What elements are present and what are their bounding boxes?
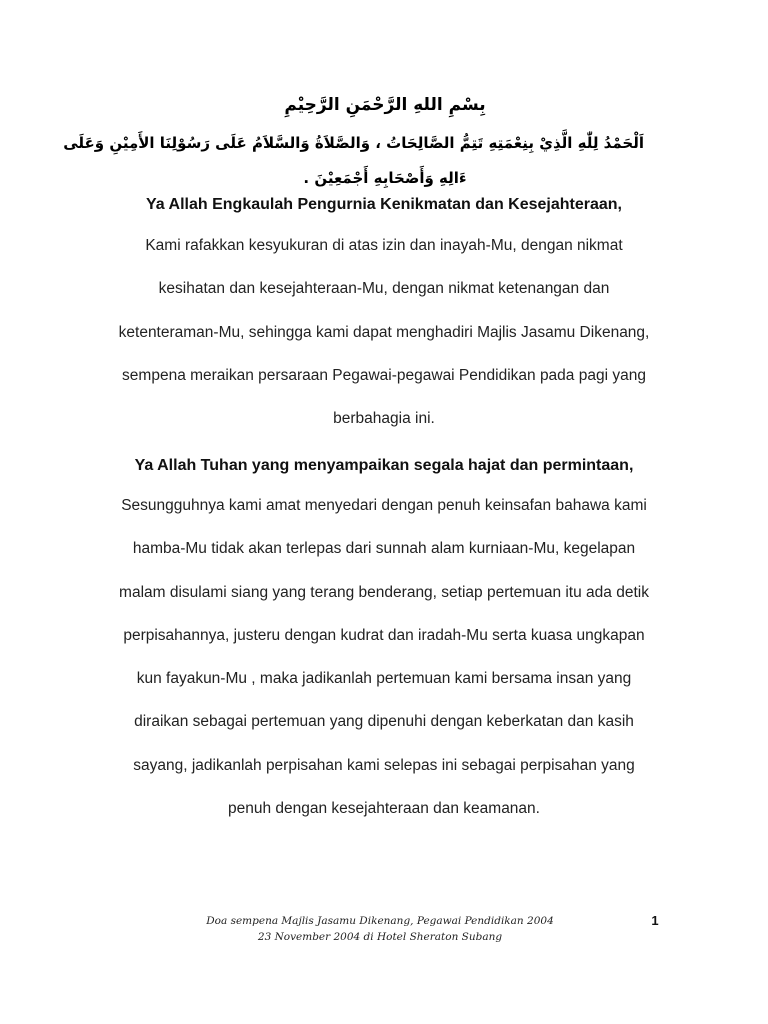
- section-2-heading: Ya Allah Tuhan yang menyampaikan segala hajat dan permintaan,: [134, 457, 634, 474]
- paragraph-line: Kami rafakkan kesyukuran di atas izin dan inayah-Mu, dengan nikmat: [145, 237, 623, 254]
- paragraph-line: berbahagia ini.: [333, 410, 435, 428]
- page-footer: [180, 913, 580, 945]
- paragraph-line: penuh dengan kesejahteraan dan keamanan.: [228, 800, 540, 818]
- section-1-heading: Ya Allah Engkaulah Pengurnia Kenikmatan dan Kesejahteraan,: [146, 196, 622, 213]
- page-number: 1: [651, 913, 659, 928]
- section-2-paragraph: [105, 496, 663, 842]
- hamdalah-line-1: اَلْحَمْدُ لِلّٰهِ الَّذِيْ بِنِعْمَتِهِ تَتِمُّ الصَّالِحَاتُ ، وَالصَّلاَةُ وَالسَّلاَمُ عَلَى رَسُوْلِنَا الأَمِيْنِ وَعَلَى: [63, 134, 644, 152]
- paragraph-line: hamba-Mu tidak akan terlepas dari sunnah alam kurniaan-Mu, kegelapan: [132, 540, 636, 558]
- paragraph-line: kun fayakun-Mu , maka jadikanlah pertemuan kami bersama insan yang: [136, 670, 632, 688]
- paragraph-line: diraikan sebagai pertemuan yang dipenuhi dengan keberkatan dan kasih: [134, 713, 634, 731]
- footer-line-1: Doa sempena Majlis Jasamu Dikenang, Pegawai Pendidikan 2004: [206, 915, 554, 927]
- paragraph-line: kesihatan dan kesejahteraan-Mu, dengan nikmat ketenangan dan: [158, 280, 610, 298]
- section-1-paragraph: [105, 236, 663, 452]
- paragraph-line: malam disulami siang yang terang benderang, setiap pertemuan itu ada detik: [119, 583, 649, 601]
- paragraph-line: sempena meraikan persaraan Pegawai-pegawai Pendidikan pada pagi yang: [122, 366, 646, 384]
- paragraph-line: sayang, jadikanlah perpisahan kami selepas ini sebagai perpisahan yang: [133, 756, 635, 774]
- bismillah-text: بِسْمِ اللهِ الرَّحْمَنِ الرَّحِيْمِ: [284, 95, 486, 115]
- paragraph-line: Sesungguhnya kami amat menyedari dengan penuh keinsafan bahawa kami: [121, 497, 647, 514]
- hamdalah-line-2: ءَالِهِ وَأَصْحَابِهِ أَجْمَعِيْنَ .: [303, 169, 467, 187]
- paragraph-line: perpisahannya, justeru dengan kudrat dan iradah-Mu serta kuasa ungkapan: [123, 626, 645, 644]
- footer-line-2: 23 November 2004 di Hotel Sheraton Subang: [257, 931, 503, 943]
- paragraph-line: ketenteraman-Mu, sehingga kami dapat menghadiri Majlis Jasamu Dikenang,: [118, 323, 650, 341]
